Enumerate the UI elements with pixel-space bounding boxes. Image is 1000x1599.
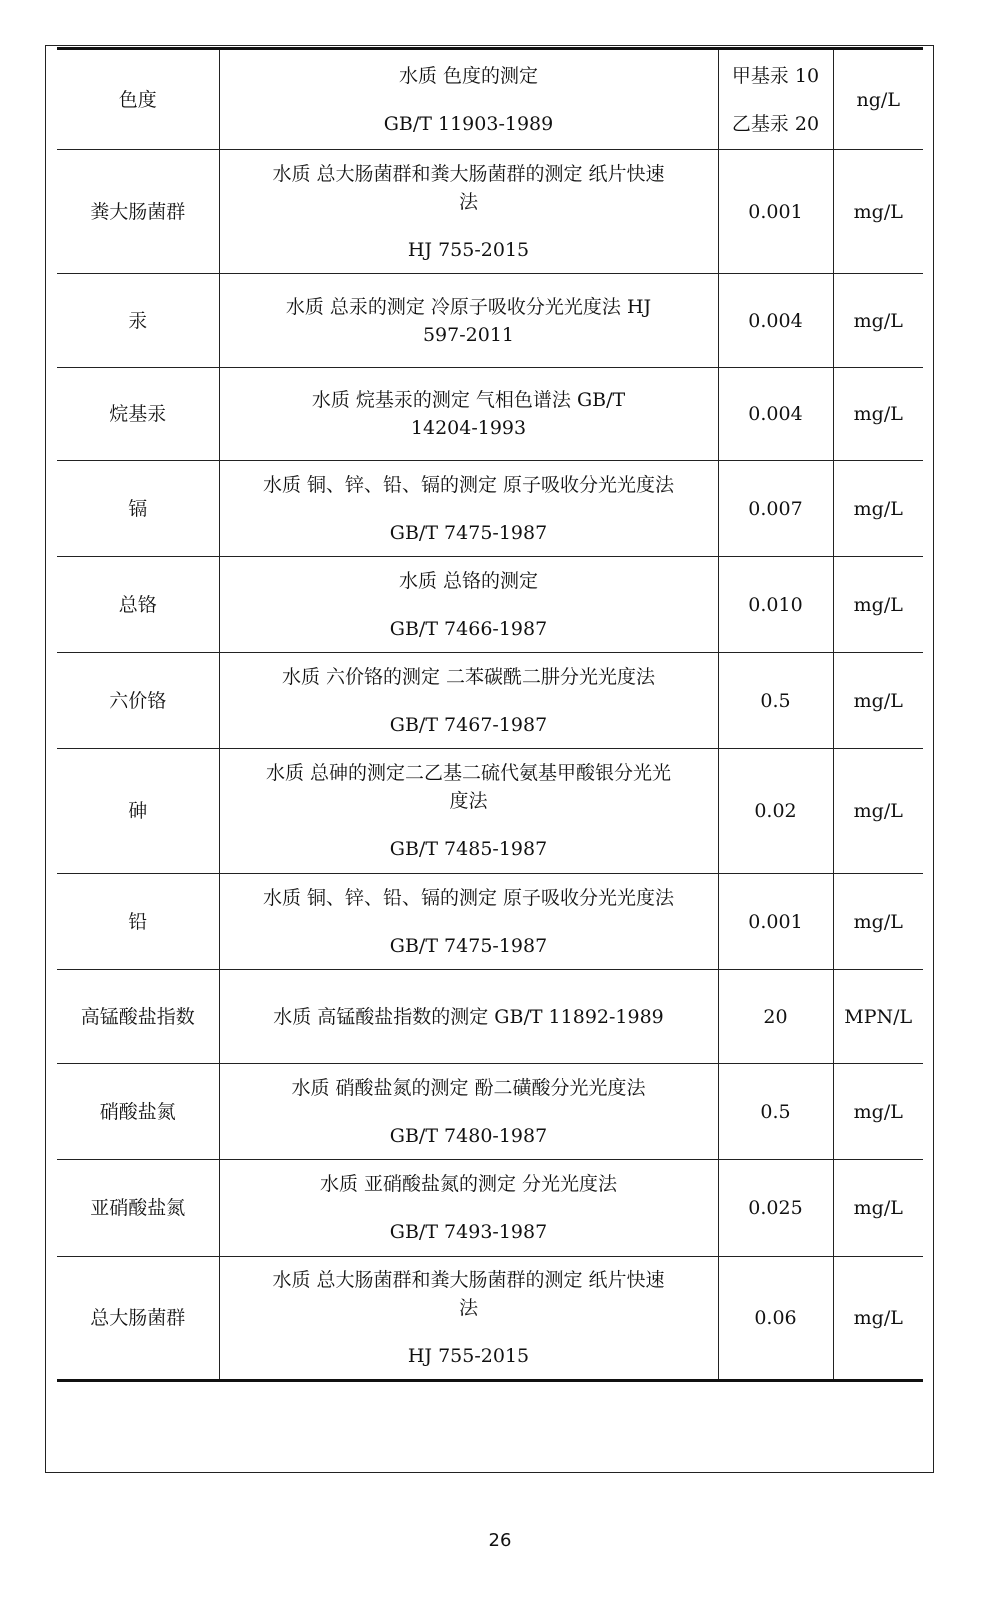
table-row (57, 874, 923, 970)
unit-cell: mg/L (833, 653, 923, 749)
method-cell: 水质 亚硝酸盐氮的测定 分光光度法 GB/T 7493-1987 (219, 1160, 718, 1257)
method-cell: 水质 高锰酸盐指数的测定 GB/T 11892-1989 (219, 970, 718, 1064)
unit-cell: mg/L (833, 368, 923, 461)
unit-cell: mg/L (833, 1257, 923, 1381)
item-cell: 铅 (57, 874, 219, 970)
table-row (57, 653, 923, 749)
limit-cell: 0.5 (718, 1064, 833, 1160)
table-row (57, 1160, 923, 1257)
method-cell: 水质 色度的测定 GB/T 11903-1989 (219, 49, 718, 150)
table-row (57, 274, 923, 368)
item-cell: 砷 (57, 749, 219, 874)
limit-cell: 0.025 (718, 1160, 833, 1257)
item-cell: 镉 (57, 461, 219, 557)
method-cell: 水质 硝酸盐氮的测定 酚二磺酸分光光度法 GB/T 7480-1987 (219, 1064, 718, 1160)
table-row (57, 1064, 923, 1160)
unit-cell: mg/L (833, 461, 923, 557)
method-cell: 水质 总大肠菌群和粪大肠菌群的测定 纸片快速 法 HJ 755-2015 (219, 150, 718, 274)
item-cell: 总铬 (57, 557, 219, 653)
limit-cell: 0.001 (718, 874, 833, 970)
method-cell: 水质 烷基汞的测定 气相色谱法 GB/T 14204-1993 (219, 368, 718, 461)
limit-cell: 0.5 (718, 653, 833, 749)
method-cell: 水质 铜、锌、铅、镉的测定 原子吸收分光光度法 GB/T 7475-1987 (219, 461, 718, 557)
limit-cell: 0.001 (718, 150, 833, 274)
unit-cell: mg/L (833, 150, 923, 274)
unit-cell: mg/L (833, 274, 923, 368)
table-row (57, 970, 923, 1064)
method-cell: 水质 总汞的测定 冷原子吸收分光光度法 HJ 597-2011 (219, 274, 718, 368)
item-cell: 粪大肠菌群 (57, 150, 219, 274)
limit-cell: 0.06 (718, 1257, 833, 1381)
item-cell: 亚硝酸盐氮 (57, 1160, 219, 1257)
table-row (57, 368, 923, 461)
item-cell: 高锰酸盐指数 (57, 970, 219, 1064)
method-cell: 水质 总砷的测定二乙基二硫代氨基甲酸银分光光 度法 GB/T 7485-1987 (219, 749, 718, 874)
limit-cell: 0.004 (718, 368, 833, 461)
unit-cell: mg/L (833, 749, 923, 874)
table-row (57, 1257, 923, 1381)
table-row (57, 557, 923, 653)
method-cell: 水质 铜、锌、铅、镉的测定 原子吸收分光光度法 GB/T 7475-1987 (219, 874, 718, 970)
item-cell: 烷基汞 (57, 368, 219, 461)
limit-cell: 0.010 (718, 557, 833, 653)
table-row (57, 49, 923, 150)
limit-cell: 甲基汞 10 乙基汞 20 (718, 49, 833, 150)
method-cell: 水质 总大肠菌群和粪大肠菌群的测定 纸片快速 法 HJ 755-2015 (219, 1257, 718, 1381)
unit-cell: ng/L (833, 49, 923, 150)
item-cell: 色度 (57, 49, 219, 150)
limit-cell: 0.004 (718, 274, 833, 368)
method-cell: 水质 总铬的测定 GB/T 7466-1987 (219, 557, 718, 653)
limit-cell: 0.007 (718, 461, 833, 557)
table-row (57, 749, 923, 874)
limit-cell: 20 (718, 970, 833, 1064)
item-cell: 六价铬 (57, 653, 219, 749)
method-cell: 水质 六价铬的测定 二苯碳酰二肼分光光度法 GB/T 7467-1987 (219, 653, 718, 749)
unit-cell: mg/L (833, 1064, 923, 1160)
item-cell: 总大肠菌群 (57, 1257, 219, 1381)
item-cell: 硝酸盐氮 (57, 1064, 219, 1160)
unit-cell: mg/L (833, 874, 923, 970)
item-cell: 汞 (57, 274, 219, 368)
unit-cell: mg/L (833, 1160, 923, 1257)
limit-cell: 0.02 (718, 749, 833, 874)
table-row (57, 461, 923, 557)
unit-cell: MPN/L (833, 970, 923, 1064)
table-row (57, 150, 923, 274)
page-number: 26 (488, 1530, 512, 1551)
unit-cell: mg/L (833, 557, 923, 653)
standards-table (57, 47, 923, 1382)
